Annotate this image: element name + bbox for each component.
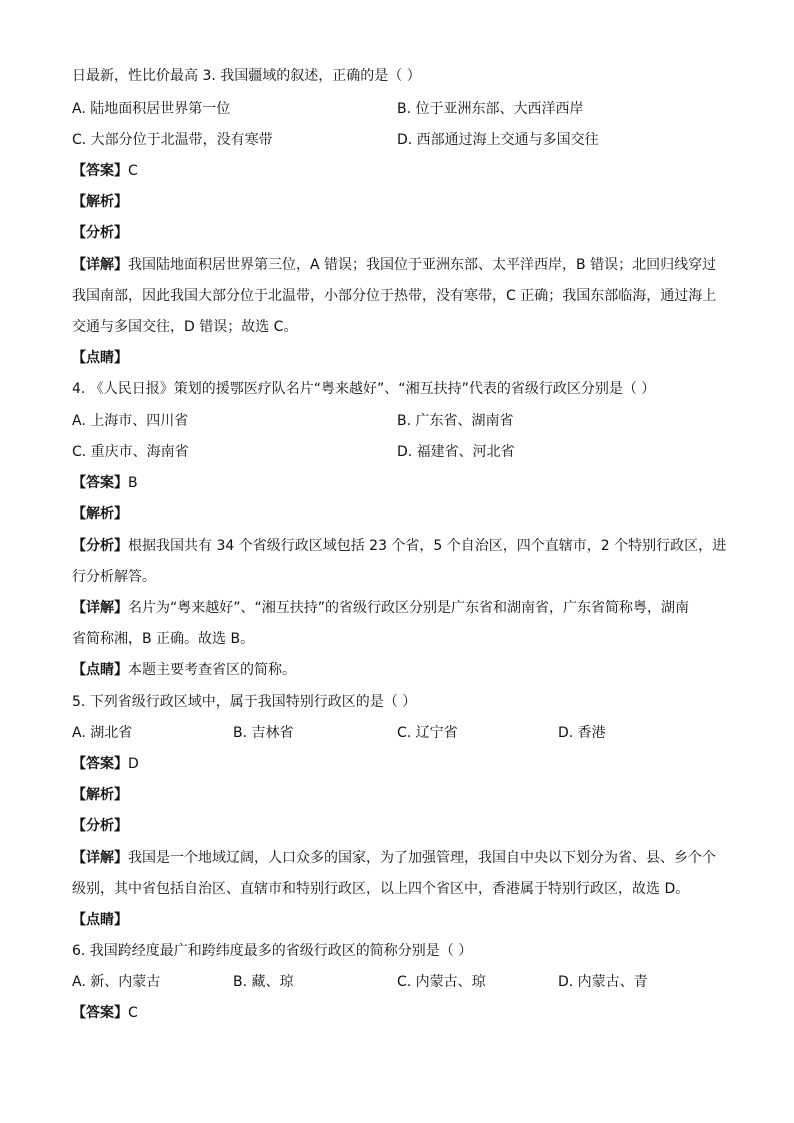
xiangjie-text: 我国陆地面积居世界第三位，A 错误；我国位于亚洲东部、太平洋西岸，B 错误；北回归线穿过 bbox=[128, 257, 717, 273]
question-3-jiexi-tag: 【解析】 bbox=[72, 194, 128, 210]
question-4-option-a: A. 上海市、四川省 bbox=[72, 413, 189, 429]
question-3-option-d: D. 西部通过海上交通与多国交往 bbox=[397, 132, 599, 148]
question-3-xiangjie-line-3: 交通与多国交往，D 错误；故选 C。 bbox=[72, 319, 298, 335]
question-3-option-a: A. 陆地面积居世界第一位 bbox=[72, 101, 231, 117]
answer-tag: 【答案】 bbox=[72, 475, 128, 491]
question-6-answer bbox=[72, 1004, 138, 1022]
question-5-stem: 5. 下列省级行政区域中，属于我国特别行政区的是（ ） bbox=[72, 694, 417, 710]
question-5-dianjing-tag: 【点睛】 bbox=[72, 912, 128, 928]
question-3-option-c: C. 大部分位于北温带，没有寒带 bbox=[72, 132, 273, 148]
question-5-fenxi-tag: 【分析】 bbox=[72, 818, 128, 834]
answer-value: B bbox=[128, 475, 138, 491]
fenxi-tag: 【分析】 bbox=[72, 538, 128, 554]
dianjing-tag: 【点睛】 bbox=[72, 662, 128, 678]
question-3-answer bbox=[72, 162, 138, 180]
question-4-xiangjie-line-1 bbox=[72, 599, 689, 617]
answer-tag: 【答案】 bbox=[72, 163, 128, 179]
question-6-option-c: C. 内蒙古、琼 bbox=[397, 974, 486, 990]
question-4-option-b: B. 广东省、湖南省 bbox=[397, 413, 514, 429]
fenxi-text: 根据我国共有 34 个省级行政区域包括 23 个省，5 个自治区，四个直辖市，2 个特别行政区，进 bbox=[128, 538, 727, 554]
question-4-option-d: D. 福建省、河北省 bbox=[397, 444, 515, 460]
xiangjie-text: 我国是一个地域辽阔，人口众多的国家，为了加强管理，我国自中央以下划分为省、县、乡个个 bbox=[128, 850, 716, 866]
xiangjie-tag: 【详解】 bbox=[72, 257, 128, 273]
question-6-stem: 6. 我国跨经度最广和跨纬度最多的省级行政区的简称分别是（ ） bbox=[72, 943, 473, 959]
question-3-option-b: B. 位于亚洲东部、大西洋西岸 bbox=[397, 101, 584, 117]
question-5-xiangjie-line-2: 级别，其中省包括自治区、直辖市和特别行政区，以上四个省区中，香港属于特别行政区，故选 D。 bbox=[72, 881, 690, 897]
question-3-dianjing-tag: 【点睛】 bbox=[72, 350, 128, 366]
question-5-answer bbox=[72, 755, 139, 773]
answer-value: D bbox=[128, 756, 139, 772]
question-6-option-b: B. 藏、琼 bbox=[233, 974, 294, 990]
question-5-xiangjie-line-1 bbox=[72, 849, 716, 867]
question-4-xiangjie-line-2: 省简称湘，B 正确。故选 B。 bbox=[72, 631, 255, 647]
question-5-option-b: B. 吉林省 bbox=[233, 725, 294, 741]
question-5-jiexi-tag: 【解析】 bbox=[72, 787, 128, 803]
xiangjie-tag: 【详解】 bbox=[72, 600, 128, 616]
question-5-option-c: C. 辽宁省 bbox=[397, 725, 458, 741]
question-4-dianjing bbox=[72, 661, 296, 679]
xiangjie-text: 名片为“粤来越好”、“湘互扶持”的省级行政区分别是广东省和湖南省，广东省简称粤，湖南 bbox=[128, 600, 690, 616]
question-4-fenxi-line-2: 行分析解答。 bbox=[72, 569, 156, 585]
question-3-xiangjie-line-2: 我国南部，因此我国大部分位于北温带，小部分位于热带，没有寒带，C 正确；我国东部临海，通过海上 bbox=[72, 288, 717, 304]
question-5-option-d: D. 香港 bbox=[558, 725, 606, 741]
question-4-fenxi-line-1 bbox=[72, 537, 726, 555]
dianjing-text: 本题主要考查省区的简称。 bbox=[128, 662, 296, 678]
answer-tag: 【答案】 bbox=[72, 756, 128, 772]
question-4-answer bbox=[72, 474, 138, 492]
answer-value: C bbox=[128, 163, 138, 179]
question-5-option-a: A. 湖北省 bbox=[72, 725, 133, 741]
question-3-stem: 日最新，性比价最高 3. 我国疆域的叙述，正确的是（ ） bbox=[72, 68, 421, 84]
question-3-fenxi-tag: 【分析】 bbox=[72, 225, 128, 241]
question-4-stem: 4. 《人民日报》策划的援鄂医疗队名片“粤来越好”、“湘互扶持”代表的省级行政区分别是（ ） bbox=[72, 381, 656, 397]
question-3-xiangjie-line-1 bbox=[72, 256, 716, 274]
question-6-option-d: D. 内蒙古、青 bbox=[558, 974, 648, 990]
question-4-jiexi-tag: 【解析】 bbox=[72, 506, 128, 522]
answer-tag: 【答案】 bbox=[72, 1005, 128, 1021]
xiangjie-tag: 【详解】 bbox=[72, 850, 128, 866]
question-6-option-a: A. 新、内蒙古 bbox=[72, 974, 161, 990]
answer-value: C bbox=[128, 1005, 138, 1021]
question-4-option-c: C. 重庆市、海南省 bbox=[72, 444, 189, 460]
